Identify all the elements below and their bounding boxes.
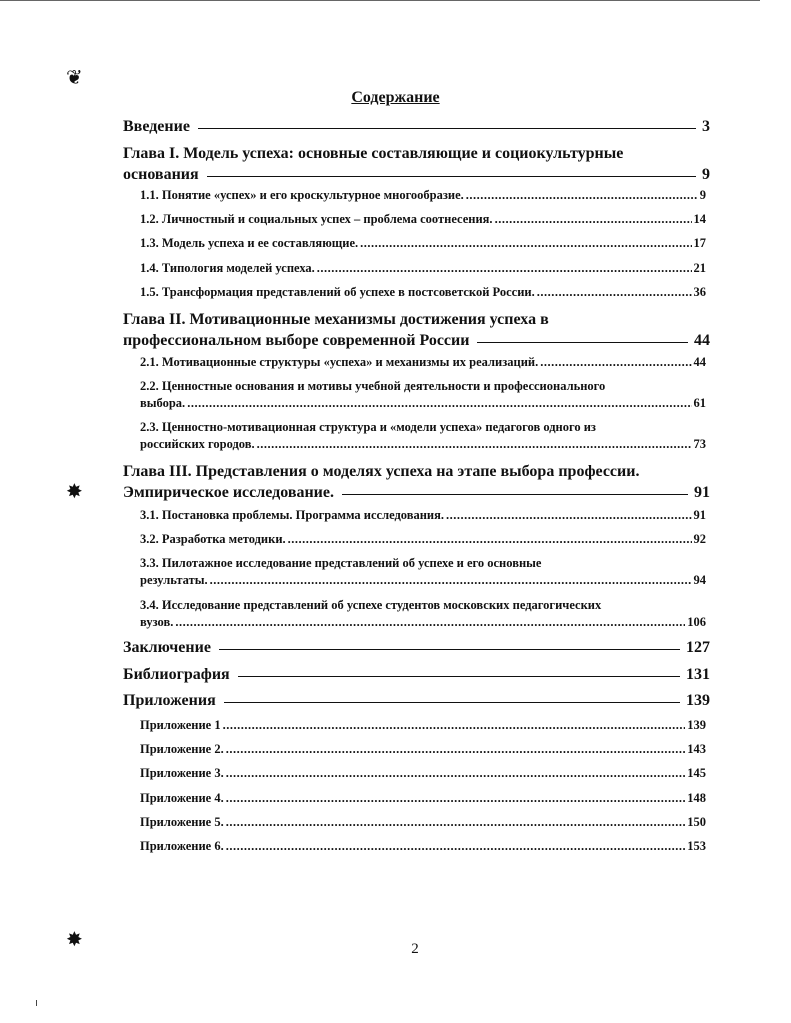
leader-rule	[219, 649, 680, 650]
toc-entry-title: Глава I. Модель успеха: основные составляющие и социокультурные	[123, 145, 624, 162]
toc-entry-title: Приложение 1	[140, 718, 221, 732]
leader-dots	[226, 741, 686, 758]
toc-entry	[123, 461, 710, 503]
toc-entry-title: 1.3. Модель успеха и ее составляющие.	[140, 236, 359, 250]
toc-entry-page: 150	[687, 815, 706, 829]
page-title: Содержание	[351, 89, 440, 106]
toc-entry-page: 3	[702, 118, 710, 135]
toc-entry	[123, 690, 710, 711]
leader-dots	[288, 531, 692, 548]
toc-entry-page: 92	[693, 532, 706, 546]
toc-entry-page: 17	[693, 236, 706, 250]
leader-dots	[495, 211, 692, 228]
toc-entry	[140, 597, 706, 631]
toc-entry-page: 61	[693, 396, 706, 410]
toc-entry-title: 3.4. Исследование представлений об успехе студентов московских педагогических	[140, 598, 602, 612]
toc-entry-page: 145	[687, 766, 706, 780]
toc-entry-title: Приложение 3.	[140, 766, 224, 780]
toc-entry-page: 44	[694, 332, 710, 349]
leader-dots	[226, 814, 686, 831]
toc-entry-title: Приложения	[123, 692, 216, 709]
toc-entry-title: 1.5. Трансформация представлений об успехе в постсоветской России.	[140, 285, 535, 299]
toc-entry-page: 143	[687, 742, 706, 756]
toc-entry	[140, 814, 706, 831]
leader-dots	[175, 614, 685, 631]
toc-entry-title: 1.1. Понятие «успех» и его кроскультурное многообразие.	[140, 188, 464, 202]
toc-entry-title: Приложение 2.	[140, 742, 224, 756]
toc-entry-page: 94	[693, 573, 706, 587]
toc-entry-title: 3.2. Разработка методики.	[140, 532, 286, 546]
toc-entry-title-continued: результаты.	[140, 573, 208, 587]
toc-entry-page: 9	[699, 188, 706, 202]
toc-entry-page: 44	[693, 355, 706, 369]
leader-rule	[238, 676, 680, 677]
toc-entry	[140, 765, 706, 782]
leader-rule	[342, 494, 688, 495]
toc-entry-page: 139	[687, 718, 706, 732]
page-number: 2	[411, 941, 419, 957]
toc-entry-title: Глава II. Мотивационные механизмы достижения успеха в	[123, 311, 549, 328]
toc-entry	[123, 143, 710, 185]
leader-rule	[207, 176, 696, 177]
toc-entry-title: Глава III. Представления о моделях успеха на этапе выбора профессии.	[123, 463, 640, 480]
toc-entry-page: 127	[686, 639, 710, 656]
leader-dots	[226, 838, 686, 855]
leader-dots	[466, 187, 698, 204]
toc-entry-page: 9	[702, 166, 710, 183]
toc-entry-page: 91	[694, 484, 710, 501]
toc-entry	[140, 507, 706, 524]
toc-entry-page: 106	[687, 615, 706, 629]
toc-entry-title: Заключение	[123, 639, 211, 656]
toc-entry-title: 2.3. Ценностно-мотивационная структура и «модели успеха» педагогов одного из	[140, 420, 596, 434]
toc-entry-title-continued: вузов.	[140, 615, 174, 629]
toc-entry-title: Приложение 5.	[140, 815, 224, 829]
toc-entry	[140, 354, 706, 371]
toc-entry	[140, 235, 706, 252]
toc-entry-title: 3.1. Постановка проблемы. Программа исследования.	[140, 508, 445, 522]
leader-dots	[226, 790, 686, 807]
toc-entry	[140, 741, 706, 758]
toc-entry-page: 14	[693, 212, 706, 226]
toc-entry-page: 148	[687, 791, 706, 805]
toc-entry-title: Библиография	[123, 666, 230, 683]
toc-entry-page: 21	[693, 261, 706, 275]
toc-entry-page: 139	[686, 692, 710, 709]
ink-blot-icon: ❦	[66, 67, 83, 89]
toc-entry-title: Приложение 4.	[140, 791, 224, 805]
toc-entry-title-continued: выбора.	[140, 396, 186, 410]
toc-entry-page: 36	[693, 285, 706, 299]
leader-dots	[446, 507, 691, 524]
toc-entry-title-continued: российских городов.	[140, 437, 255, 451]
toc-entry-page: 91	[693, 508, 706, 522]
leader-dots	[360, 235, 691, 252]
toc-entry	[123, 309, 710, 351]
toc-entry-title: Приложение 6.	[140, 839, 224, 853]
toc-entry	[140, 211, 706, 228]
toc-entry-title: 3.3. Пилотажное исследование представлений об успехе и его основные	[140, 556, 542, 570]
leader-dots	[210, 572, 692, 589]
leader-dots	[226, 765, 686, 782]
ink-blot-icon: ✸	[66, 929, 83, 951]
ink-blot-icon: ✸	[66, 481, 83, 503]
toc-entry	[140, 284, 706, 301]
toc-entry	[140, 838, 706, 855]
toc-entry-title: 2.1. Мотивационные структуры «успеха» и механизмы их реализаций.	[140, 355, 539, 369]
toc-entry-title-continued: профессиональном выборе современной России	[123, 332, 470, 349]
toc-entry-page: 73	[693, 437, 706, 451]
toc-entry	[140, 717, 706, 734]
toc-entry	[140, 378, 706, 412]
toc-entry-page: 131	[686, 666, 710, 683]
toc-entry-title: 1.4. Типология моделей успеха.	[140, 261, 315, 275]
leader-rule	[477, 342, 688, 343]
toc-entry-title: Введение	[123, 118, 190, 135]
scan-mark	[36, 1000, 37, 1006]
toc-entry	[140, 531, 706, 548]
leader-dots	[257, 436, 692, 453]
toc-entry-title-continued: Эмпирическое исследование.	[123, 484, 334, 501]
toc-entry	[140, 790, 706, 807]
leader-rule	[224, 702, 680, 703]
leader-dots	[187, 395, 691, 412]
leader-dots	[223, 717, 686, 734]
toc-entry-page: 153	[687, 839, 706, 853]
toc-entry-title: 1.2. Личностный и социальных успех – проблема соотнесения.	[140, 212, 493, 226]
toc-entry-title: 2.2. Ценностные основания и мотивы учебной деятельности и профессионального	[140, 379, 606, 393]
toc-entry	[140, 260, 706, 277]
toc-entry	[140, 555, 706, 589]
toc-entry	[123, 116, 710, 137]
leader-dots	[317, 260, 692, 277]
leader-dots	[540, 354, 691, 371]
toc-entry-title-continued: основания	[123, 166, 199, 183]
toc-entry	[140, 187, 706, 204]
leader-rule	[198, 128, 696, 129]
toc-entry	[123, 637, 710, 658]
toc-entry	[123, 664, 710, 685]
toc-entry	[140, 419, 706, 453]
leader-dots	[537, 284, 692, 301]
